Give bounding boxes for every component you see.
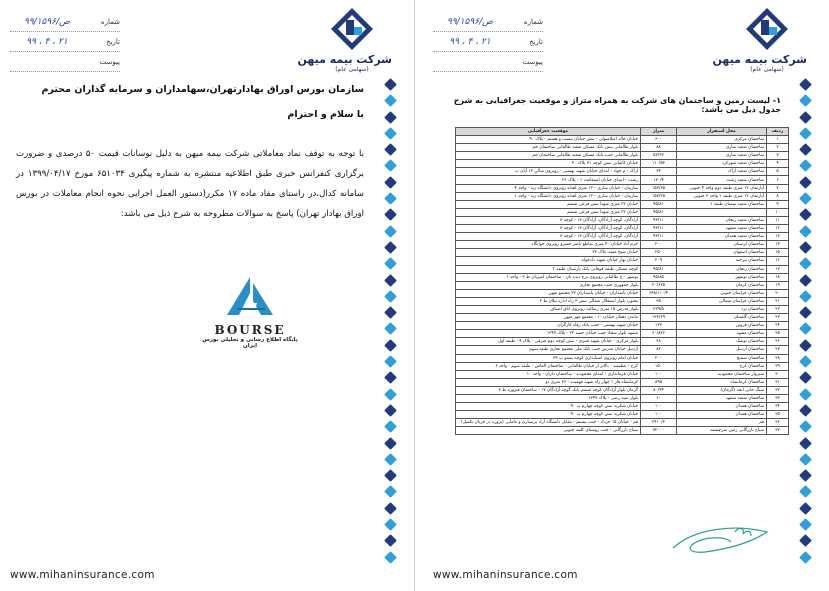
cell-place: آپارتمان ۱۲ متری طبقه دوم واحد ۴ جنوبی: [677, 184, 767, 192]
cell-location: اردبیل خیابان مدرس جنب بانک ملی مجتمع تجاری طبقه سوم: [456, 346, 641, 354]
table-row: [456, 370, 789, 378]
cell-no: ۳۶: [767, 419, 789, 427]
cell-area: ۲۰۰: [641, 354, 677, 362]
cell-location: خیابان پاسداران - خیابان پاسداران ۲۷ مجتمع میهن: [456, 289, 641, 297]
cell-location: بلوار طالقانی نبش بانک مسکن شعبه طالقانی ساختمان جم: [456, 144, 641, 152]
diamond-icon: [799, 160, 812, 173]
cell-area: ۲۲۹/۵: [641, 305, 677, 313]
cell-place: ساختمان شعبه سمنان طبقه ۱: [677, 200, 767, 208]
bourse-logo-icon: [215, 275, 285, 317]
diamond-icon: [799, 502, 812, 515]
cell-area: ۱۰۰: [641, 403, 677, 411]
bourse-subtitle: پایگاه اطلاع رسانی و تحلیلی بورس ایران: [202, 337, 298, 349]
cell-place: ساختمان شعبه مشهد: [677, 225, 767, 233]
cell-no: ۲۲: [767, 305, 789, 313]
diamond-icon: [799, 257, 812, 270]
diamond-icon: [384, 453, 397, 466]
cell-no: ۲۴: [767, 322, 789, 330]
table-row: [456, 176, 789, 184]
cell-area: ۱۵۷/۶۵: [641, 184, 677, 192]
cell-no: ۷: [767, 184, 789, 192]
diamond-icon: [799, 371, 812, 384]
table-row: [456, 273, 789, 281]
meta-date-row: [10, 32, 120, 52]
cell-place: ساختمان گلستان: [677, 314, 767, 322]
mihan-logo-icon: [329, 6, 375, 52]
diamond-icon: [384, 143, 397, 156]
diamond-icon: [384, 306, 397, 319]
meta-date-value: ۹۹ ، ۴ ، ۲۱: [26, 36, 68, 47]
signature: [665, 518, 775, 558]
diamond-icon: [799, 437, 812, 450]
diamond-icon: [799, 127, 812, 140]
cell-place: ساختمان کرج: [677, 362, 767, 370]
company-subtitle: (سهامی عام): [335, 66, 369, 73]
cell-area: ۸۲: [641, 346, 677, 354]
table-row: [456, 160, 789, 168]
table-row: [456, 144, 789, 152]
cell-location: ماندن دهقان خیابان ۱۰ - مجتمع مهر میهن: [456, 314, 641, 322]
cell-place: سبزوار ساختمان محمودیه: [677, 370, 767, 378]
cell-place: ساختمان مشهد: [677, 330, 767, 338]
diamond-icon: [799, 78, 812, 91]
table-row: [456, 403, 789, 411]
cell-location: قم - خیابان ۱۵ خرداد - جنب بیستم - مقابل دانشگاه آزاد پرستاری و مامایی (پروژه در جریان تکمیل): [456, 419, 641, 427]
diamond-icon: [384, 160, 397, 173]
cell-location: خیابان فرمانداری - ابتدای محمودیه - ساختمان داران - واحد ۱۰: [456, 370, 641, 378]
diamond-icon: [384, 486, 397, 499]
bourse-watermark: [200, 275, 300, 349]
cell-place: ساختمان شعبه زنجان: [677, 216, 767, 224]
diamond-icon: [799, 274, 812, 287]
cell-place: ساختمان بوشک: [677, 338, 767, 346]
meta-number-row-2: [433, 12, 543, 32]
diamond-icon: [384, 551, 397, 564]
diamond-icon: [799, 469, 812, 482]
cell-location: سیاح بازرگانی - جنب روستای کلمه جنوبی: [456, 427, 641, 435]
table-row: [456, 305, 789, 313]
diamond-icon: [384, 534, 397, 547]
diamond-icon: [799, 551, 812, 564]
diamond-icon: [384, 437, 397, 450]
cell-location: کوچه مشکی طبقه فوقانی بانک پارسیان طبقه ۲: [456, 265, 641, 273]
cell-place: ساختمان شعبه مشهد: [677, 395, 767, 403]
cell-location: بلوار جمهوری جنب مجتمع تجاری: [456, 281, 641, 289]
diamond-icon: [384, 111, 397, 124]
table-row: [456, 378, 789, 386]
cell-no: ۲۸: [767, 354, 789, 362]
table-row: [456, 216, 789, 224]
diamond-icon: [384, 339, 397, 352]
diamond-icon: [799, 111, 812, 124]
diamond-icon: [384, 94, 397, 107]
cell-location: سازمان - خیابان ساری - ۱۲ متری اهداء روبروی دانشگاه زند - واحد ۴: [456, 184, 641, 192]
cell-area: ۶۴۸/۱۱۰/۴: [641, 289, 677, 297]
cell-area: ۲۰۹: [641, 257, 677, 265]
header-area: متراژ: [641, 128, 677, 136]
cell-no: ۳۷: [767, 427, 789, 435]
cell-place: [677, 208, 767, 216]
cell-no: ۲۹: [767, 362, 789, 370]
cell-place: ساختمان خراسان شمالی: [677, 297, 767, 305]
cell-area: ۲۰/۶۲۵: [641, 281, 677, 289]
table-row: [456, 297, 789, 305]
meta-number-row: [10, 12, 120, 32]
cell-location: بلوار مدرس ۱۵ متری رسالت روبروی اتاق اصناف: [456, 305, 641, 313]
cell-location: گرمان بلوار آزادگان کوچه ششم بانک گوچه آزادگان ۱۷ - ساختمان فیروزه ط ۳: [456, 386, 641, 394]
table-row: [456, 419, 789, 427]
cell-area: ۱۱۰/۵۳: [641, 160, 677, 168]
letter-addressee: سازمان بورس اوراق بهادارتهران،سهامداران و سرمایه گذاران محترم: [41, 84, 364, 95]
diamond-icon: [384, 274, 397, 287]
cell-area: ۶۰۰: [641, 136, 677, 144]
diamond-icon: [384, 371, 397, 384]
diamond-icon: [384, 355, 397, 368]
mihan-logo-icon: [744, 6, 790, 52]
diamond-icon: [384, 225, 397, 238]
cell-area: ۲۵۰: [641, 249, 677, 257]
cell-area: ۹۵/۸۱: [641, 208, 677, 216]
cell-no: ۱۷: [767, 265, 789, 273]
table-row: [456, 225, 789, 233]
letter-page-2: [415, 0, 829, 591]
cell-area: ۸۸: [641, 144, 677, 152]
cell-no: ۹: [767, 200, 789, 208]
cell-area: ۱۰۰: [641, 370, 677, 378]
table-row: [456, 265, 789, 273]
diamond-icon: [384, 518, 397, 531]
table-row: [456, 184, 789, 192]
diamond-icon: [799, 306, 812, 319]
table-row: [456, 200, 789, 208]
cell-area: ۲۸: [641, 338, 677, 346]
cell-no: ۳۴: [767, 403, 789, 411]
table-row: [456, 322, 789, 330]
diamond-icon: [384, 78, 397, 91]
diamond-icon: [799, 355, 812, 368]
cell-no: ۲۵: [767, 330, 789, 338]
meta-attachment-label-2: پیوست: [522, 57, 543, 66]
cell-location: خیابان شهید بهشتی - جنب بانک رفاه کارگران: [456, 322, 641, 330]
cell-place: ساختمان شعبه ساری: [677, 144, 767, 152]
table-row: [456, 192, 789, 200]
table-row: [456, 136, 789, 144]
cell-location: خیابان کاشانی نبش کوچه ۷۱ پلاک ۳۰: [456, 160, 641, 168]
cell-no: ۶: [767, 176, 789, 184]
diamond-icon: [384, 127, 397, 140]
cell-area: ۹۵/۸۵: [641, 273, 677, 281]
cell-place: ساختمان اردبیل: [677, 346, 767, 354]
cell-area: ۶۰: [641, 395, 677, 403]
cell-place: ساختمان قزوین: [677, 322, 767, 330]
diamond-icon: [384, 290, 397, 303]
cell-location: کرج - عظیمیه - بالاتر از خیابان طالقانی - ساختمان الماس - طبقه سوم - واحد ۶: [456, 362, 641, 370]
diamond-icon: [799, 94, 812, 107]
diamond-icon: [384, 192, 397, 205]
cell-no: ۱: [767, 136, 789, 144]
cell-location: بلوار طالقانی جنب بانک مسکن شعبه طالقانی ساختمان جم: [456, 152, 641, 160]
cell-no: ۲۶: [767, 338, 789, 346]
bourse-wordmark: BOURSE: [214, 323, 286, 337]
table-row: [456, 289, 789, 297]
meta-date-label-2: تاریخ: [529, 37, 543, 46]
cell-no: ۵: [767, 168, 789, 176]
cell-location: رشت - ابتدای خیابان استقامت ۱ - پلاک ۲۶: [456, 176, 641, 184]
cell-no: ۱۶: [767, 257, 789, 265]
cell-location: خیابان شکریه نبش کوچه چهارم پ ۹۰: [456, 403, 641, 411]
cell-area: ۱۵۰: [641, 362, 677, 370]
cell-area: ۶۰/۸۷۶: [641, 330, 677, 338]
website-link[interactable]: www.mihaninsurance.com: [10, 569, 155, 581]
cell-area: ۱۲۳: [641, 322, 677, 330]
meta-number-value-2: ۹۹/ص/۱۵۹۶: [447, 16, 493, 27]
cell-location: خیابان ۲۲ متری شهدا نبش فرعی ششم: [456, 208, 641, 216]
table-header-row: [456, 128, 789, 136]
diamond-icon: [799, 453, 812, 466]
cell-location: بلوار مرکزی - خیابان شهید قنبری - نبش کوچه دوم شرقی - پلاک ۹ - طبقه اول: [456, 338, 641, 346]
diamond-icon: [384, 388, 397, 401]
letter-page-1: [0, 0, 414, 591]
cell-place: ساختمان یزد: [677, 305, 767, 313]
diamond-icon: [799, 486, 812, 499]
cell-area: ۳۴: [641, 168, 677, 176]
cell-no: ۳۱: [767, 378, 789, 386]
company-logo: [297, 6, 392, 73]
cell-location: اراک - م جهاد - ابتدای خیابان شهید بهشتی - روبروی سالن ۱۳ آبان ب: [456, 168, 641, 176]
cell-area: ۸۰/۴۴: [641, 386, 677, 394]
diamond-icon: [799, 143, 812, 156]
table-row: [456, 395, 789, 403]
cell-area: ۱۷۰/۴: [641, 176, 677, 184]
cell-place: سیاح بازرگانی زمین سرچشمه: [677, 427, 767, 435]
meta-number-label-2: شماره: [523, 17, 543, 26]
diamond-icon: [799, 323, 812, 336]
cell-location: آزادگان، کوچه آزادگان، آزادگان ۱۷ - کوچه ۳: [456, 225, 641, 233]
cell-area: ۵۲/۳۳: [641, 152, 677, 160]
cell-area: ۱۵۷/۲۵: [641, 192, 677, 200]
cell-no: ۱۳: [767, 233, 789, 241]
cell-area: ۸۹۵: [641, 378, 677, 386]
company-logo-2: [712, 6, 807, 73]
cell-place: ساختمان خراسان جنوبی: [677, 289, 767, 297]
company-name-2: شرکت بیمه میهن: [712, 53, 807, 66]
cell-location: خیابان خالد اسلامبولی - نبش خیابان بیست و هشتم - پلاک ۹۰: [456, 136, 641, 144]
diamond-icon: [384, 323, 397, 336]
table-row: [456, 427, 789, 435]
cell-area: ۷۲۰۰۰: [641, 427, 677, 435]
diamond-border: [384, 80, 396, 569]
table-row: [456, 346, 789, 354]
diamond-border-2: [799, 80, 811, 569]
diamond-icon: [799, 209, 812, 222]
letter-meta-2: [433, 12, 543, 72]
table-row: [456, 249, 789, 257]
cell-no: ۱۰: [767, 208, 789, 216]
cell-no: ۴: [767, 160, 789, 168]
cell-no: ۱۵: [767, 249, 789, 257]
cell-location: خیابان بهار خیابان شهید دادخواه: [456, 257, 641, 265]
cell-place: ساختمان شعبه رشت: [677, 176, 767, 184]
cell-no: ۱۴: [767, 241, 789, 249]
cell-no: ۳۰: [767, 370, 789, 378]
cell-place: ساختمان زنجان: [677, 265, 767, 273]
cell-area: ۲۴۱۰/۳: [641, 419, 677, 427]
diamond-icon: [384, 404, 397, 417]
diamond-icon: [384, 469, 397, 482]
cell-no: ۱۱: [767, 216, 789, 224]
cell-area: ۳۵: [641, 297, 677, 305]
meta-attachment-row-2: [433, 52, 543, 72]
meta-attachment-row: [10, 52, 120, 72]
cell-place: ساختمان کرمان: [677, 281, 767, 289]
cell-no: ۳۳: [767, 395, 789, 403]
cell-location: خیابان ۲۲ متری شهدا نبش فرعی ششم: [456, 200, 641, 208]
cell-no: ۲۷: [767, 346, 789, 354]
table-row: [456, 233, 789, 241]
table-row: [456, 362, 789, 370]
diamond-icon: [799, 225, 812, 238]
cell-place: قم: [677, 419, 767, 427]
diamond-icon: [799, 518, 812, 531]
meta-date-label: تاریخ: [106, 37, 120, 46]
cell-area: ۹۳/۱۱: [641, 216, 677, 224]
header-location: موقعیت جغرافیایی: [456, 128, 641, 136]
table-row: [456, 386, 789, 394]
diamond-icon: [799, 404, 812, 417]
table-row: [456, 338, 789, 346]
property-table-body: [456, 136, 789, 435]
cell-place: ساختمان همدان: [677, 403, 767, 411]
meta-date-row-2: [433, 32, 543, 52]
diamond-icon: [384, 420, 397, 433]
company-subtitle-2: (سهامی عام): [750, 66, 784, 73]
header-no: ردیف: [767, 128, 789, 136]
cell-location: بوشهر - خ طالقانی روبروی برج دیده بان - ساختمان امیریان ط ۳ - واحد ۱: [456, 273, 641, 281]
diamond-icon: [799, 176, 812, 189]
cell-place: ساختمان بوشهر: [677, 273, 767, 281]
cell-location: آزادگان، کوچه آزادگان، آزادگان ۱۷ - کوچه ۳: [456, 216, 641, 224]
cell-location: آزادگان، کوچه آزادگان، آزادگان ۱۷ - کوچه ۳: [456, 233, 641, 241]
diamond-icon: [799, 339, 812, 352]
cell-no: ۸: [767, 192, 789, 200]
table-row: [456, 281, 789, 289]
cell-location: خیابان شکریه نبش کوچه چهارم پ ۹۰: [456, 411, 641, 419]
cell-no: ۳۵: [767, 411, 789, 419]
cell-place: ساختمان کرمانشاه: [677, 378, 767, 386]
diamond-icon: [799, 192, 812, 205]
diamond-icon: [799, 534, 812, 547]
cell-no: ۲۳: [767, 314, 789, 322]
table-row: [456, 257, 789, 265]
website-link-2[interactable]: www.mihaninsurance.com: [433, 569, 578, 581]
cell-place: ساختمان مرکزی: [677, 136, 767, 144]
table-row: [456, 314, 789, 322]
diamond-icon: [384, 176, 397, 189]
diamond-icon: [384, 209, 397, 222]
letter-body: با توجه به توقف نماد معاملاتی شرکت بیمه میهن به دلیل نوسانات قیمت ۵۰ درصدی و ضرورت برگزاری کنفرانس خبری طبق اطلاعیه منتشره به شماره پیگیری ۶۵۱۰۳۴ مورخ ۱۳۹۹/۰۴/۱۷ در سامانه کدال،در راستای مفاد ماده ۱۷ مکرر(دستور العمل اجرایی نحوه انجام معاملات در بورس اوراق بهادار تهران) پاسخ به سوالات مطروحه به شرح ذیل می باشد:: [16, 149, 364, 219]
cell-location: بلوار سید رضی - پلاک ۱۳۴۷: [456, 395, 641, 403]
table-row: [456, 354, 789, 362]
cell-area: ۹۳/۱۱: [641, 233, 677, 241]
diamond-icon: [384, 241, 397, 254]
cell-no: ۱۹: [767, 281, 789, 289]
header-place: محل استقرار: [677, 128, 767, 136]
cell-area: ۹۳/۱۱: [641, 225, 677, 233]
diamond-icon: [384, 257, 397, 270]
table-row: [456, 411, 789, 419]
meta-date-value-2: ۹۹ ، ۴ ، ۲۱: [449, 36, 491, 47]
cell-area: ۹۵/۸۱: [641, 265, 677, 273]
table-row: [456, 330, 789, 338]
company-name: شرکت بیمه میهن: [297, 53, 392, 66]
cell-place: ساختمان شعبه ساری: [677, 152, 767, 160]
meta-number-label: شماره: [100, 17, 120, 26]
cell-location: خیابان شیخ مفید، پلاک ۲۳: [456, 249, 641, 257]
cell-location: خرم آباد خیابان ۴۰ متری تقاطع ناصر خسرو روبروی خوابگاه: [456, 241, 641, 249]
property-table: [455, 127, 789, 435]
cell-area: ۹۵/۸۱: [641, 200, 677, 208]
cell-no: ۲۱: [767, 297, 789, 305]
table-row: [456, 168, 789, 176]
cell-no: ۲۰: [767, 289, 789, 297]
cell-location: مشهد بلوار سجاد جنب خیابان حمید ۲۲ - پلاک ۱۳۴۷: [456, 330, 641, 338]
cell-place: ساختمان شعبه شهرکرد: [677, 160, 767, 168]
cell-place: ساختمان شعبه اراک: [677, 168, 767, 176]
cell-location: خیابان امام روبروی استانداری کوچه پستو پ ۳۳: [456, 354, 641, 362]
meta-attachment-label: پیوست: [99, 57, 120, 66]
table-row: [456, 208, 789, 216]
cell-place: آپارتمان ۱۲ متری طبقه ۱ واحد ۳ جنوبی: [677, 192, 767, 200]
cell-location: سازمان - خیابان ساری - ۱۲ متری اهداء روبروی دانشگاه زند - واحد ۱: [456, 192, 641, 200]
cell-place: ساختمان سمنج: [677, 354, 767, 362]
cell-area: ۲۰۰: [641, 241, 677, 249]
diamond-icon: [799, 290, 812, 303]
cell-place: ساختمان بیرجند: [677, 257, 767, 265]
diamond-icon: [799, 241, 812, 254]
cell-place: ساختمان اصفهان: [677, 249, 767, 257]
table-row: [456, 241, 789, 249]
cell-area: ۱۰۰: [641, 411, 677, 419]
diamond-icon: [384, 502, 397, 515]
cell-place: ساختمان لرستان: [677, 241, 767, 249]
property-intro: ۱- لیست زمین و ساختمان های شرکت به همراه متراژ و موقعیت جغرافیایی به شرح جدول ذیل می باشد:: [453, 96, 781, 114]
cell-area: ۱۳۲/۶۹: [641, 314, 677, 322]
letter-meta: [10, 12, 120, 72]
letter-greeting: با سلام و احترام: [287, 109, 364, 120]
table-row: [456, 152, 789, 160]
cell-no: ۳۲: [767, 386, 789, 394]
meta-number-value: ۹۹/ص/۱۵۹۶: [24, 16, 70, 27]
cell-location: کرمانشاه فاز ۱ چهار راه شهید فهمیده - ۳۶ متری دو: [456, 378, 641, 386]
cell-place: ساختمان شعبه همدان: [677, 233, 767, 241]
cell-place: سنگ خانی انجد (گرمان): [677, 386, 767, 394]
diamond-icon: [799, 388, 812, 401]
cell-no: ۱۸: [767, 273, 789, 281]
cell-no: ۳: [767, 152, 789, 160]
diamond-icon: [799, 420, 812, 433]
cell-no: ۱۲: [767, 225, 789, 233]
cell-place: ساختمان همدان: [677, 411, 767, 419]
cell-location: بجنورد بلوار استقلال شمالی نبش ۳ راه اداره بیلان ط ۲: [456, 297, 641, 305]
cell-no: ۲: [767, 144, 789, 152]
